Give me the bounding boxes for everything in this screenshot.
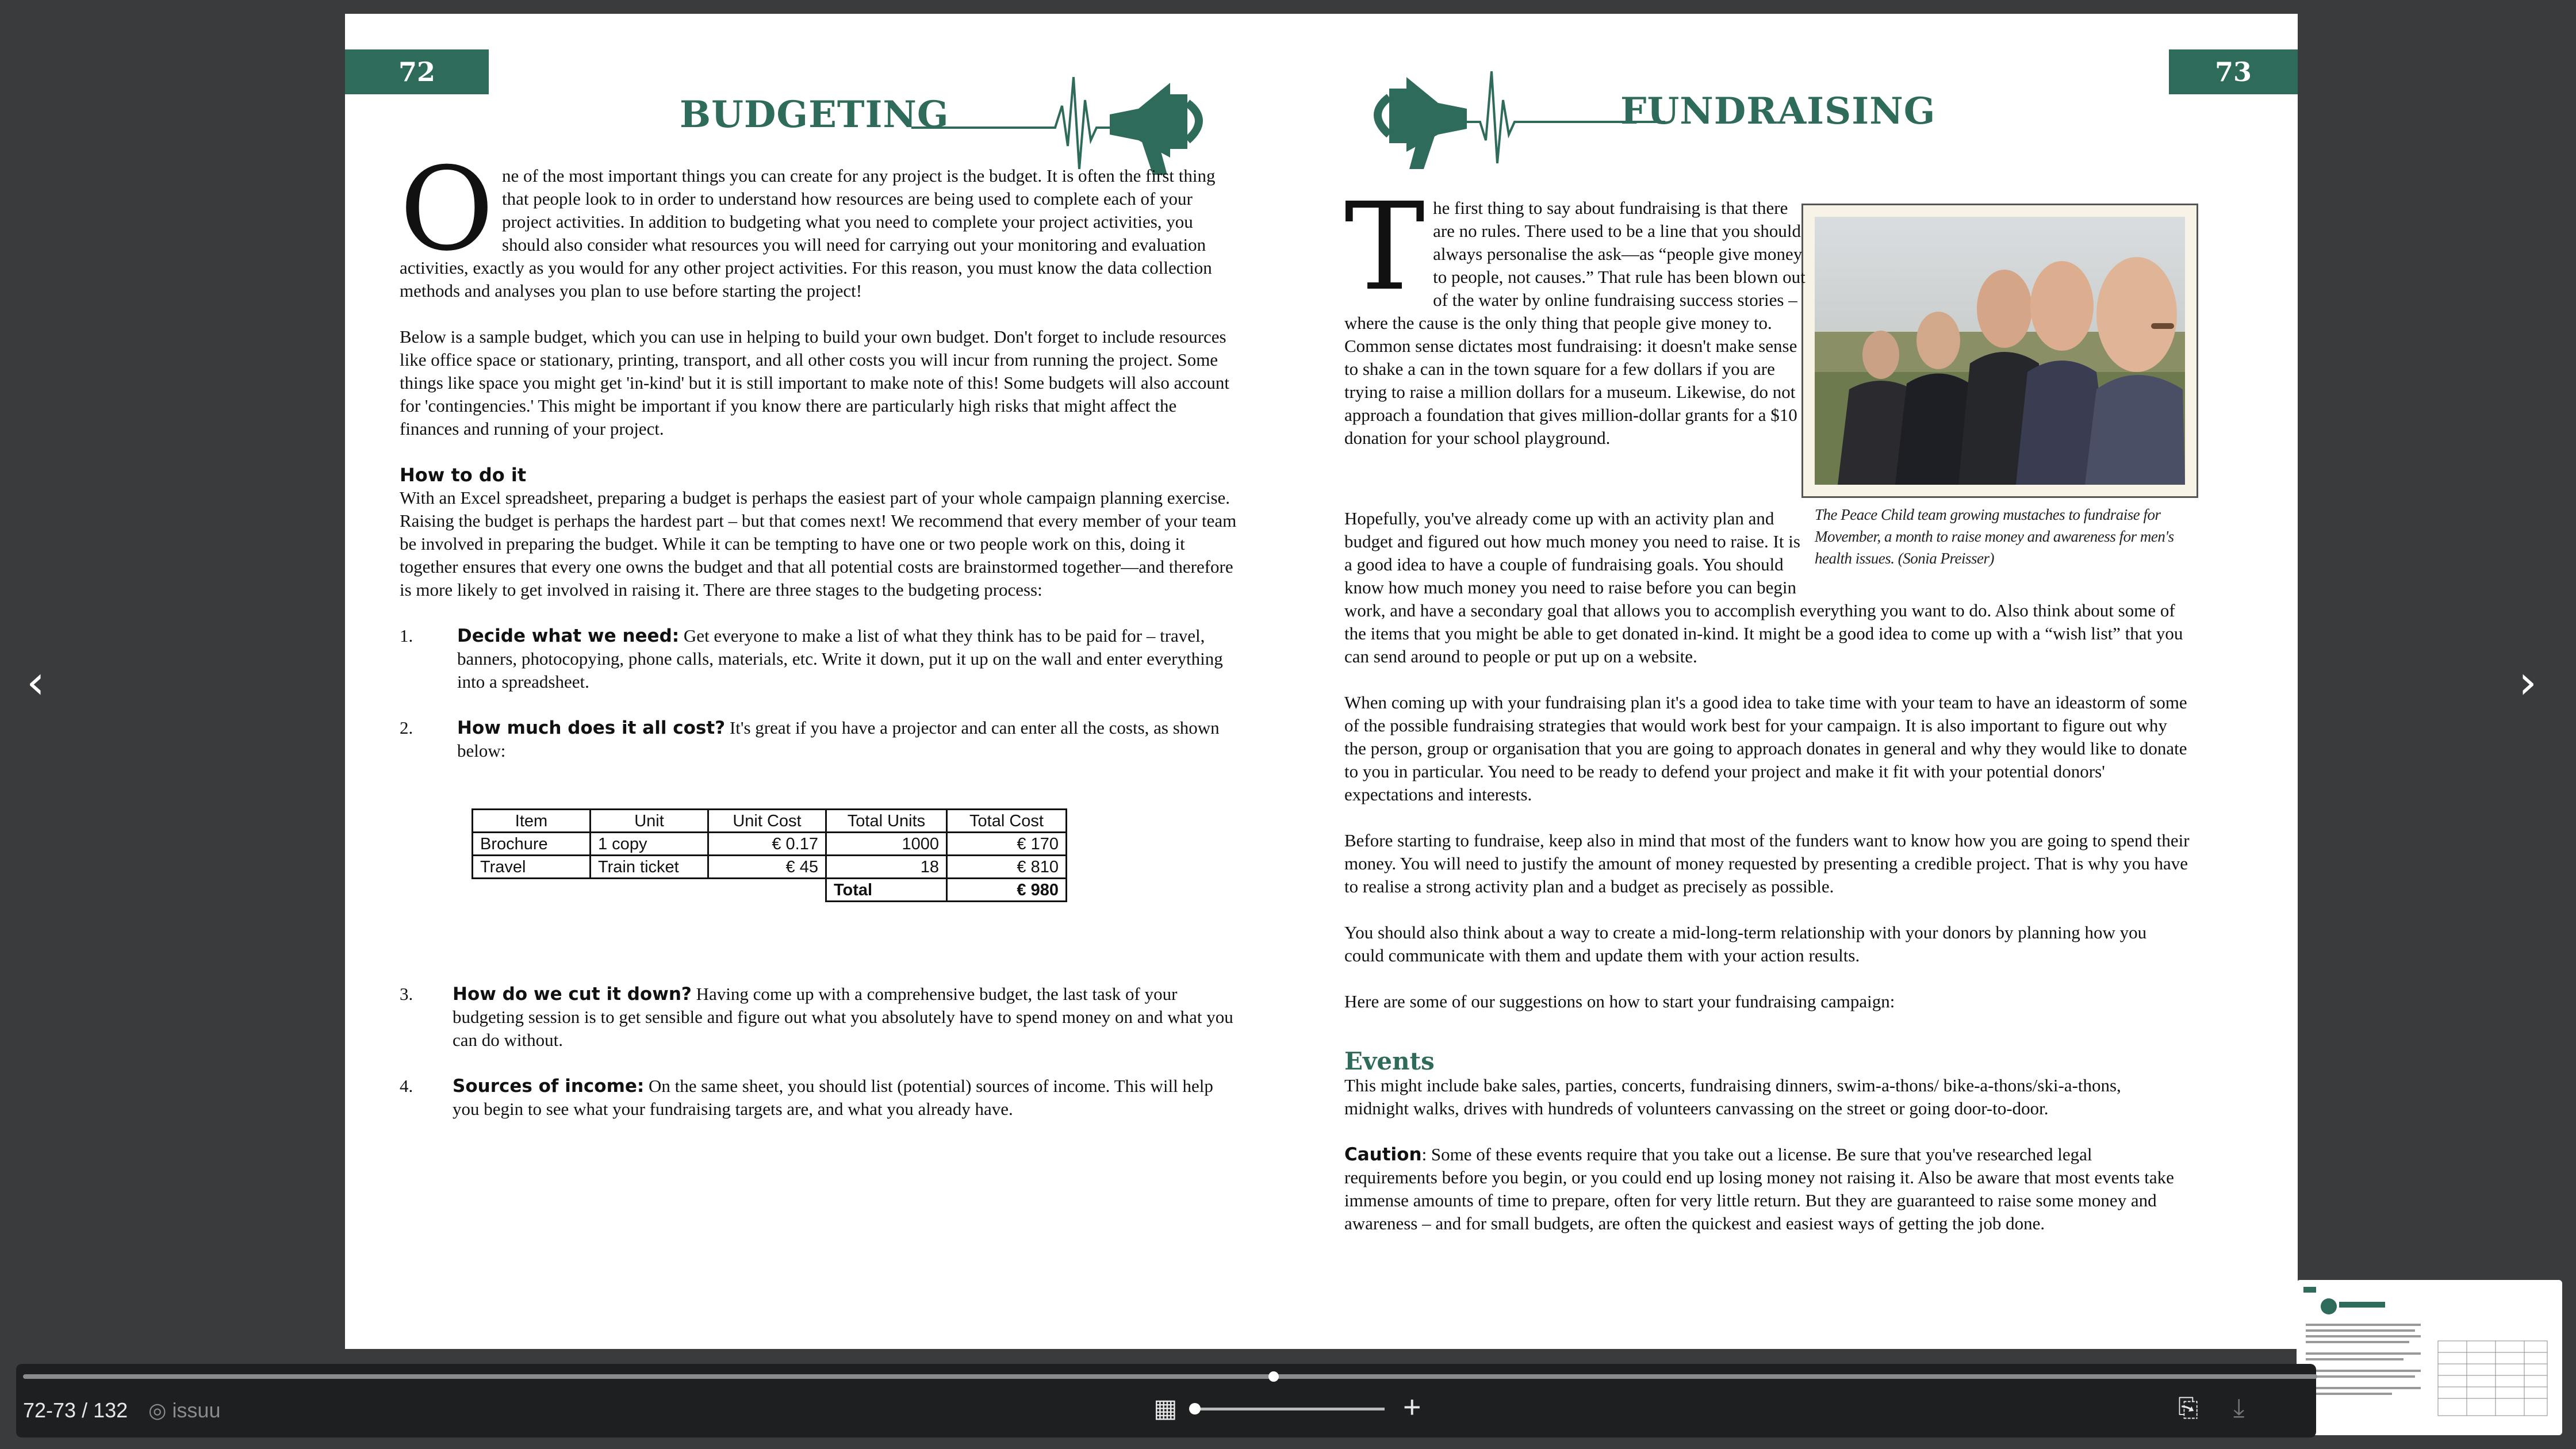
reader-icon[interactable]: ⎘ [2178, 1394, 2199, 1422]
step-number: 4. [400, 1076, 413, 1096]
dropcap-o: O [400, 143, 494, 277]
table-cell: € 810 [947, 856, 1067, 879]
table-header: Item [473, 810, 591, 833]
table-row [473, 833, 1067, 856]
prev-page-button[interactable]: ‹ [26, 656, 45, 709]
table-header: Total Units [826, 810, 947, 833]
caution-text: Caution: Some of these events require that you take out a license. Be sure that you've researched legal requirements before you begin, or you could end up losing money not raising it. Also be aware that most events take immense amounts of time to prepare, often for very little return. But they are guaranteed to raise some money and awareness – and for small budgets, are often the quickest and easiest ways of getting the job done. [1344, 1144, 2174, 1233]
page-progress-slider[interactable] [23, 1374, 2317, 1379]
page-number-right: 73 [2169, 49, 2298, 94]
table-cell: € 45 [708, 856, 826, 879]
zoom-in-icon[interactable]: + [1403, 1390, 1421, 1424]
table-total-row [473, 879, 1067, 902]
list-item: 2. How much does it all cost? It's great if you have a projector and can enter all the costs, as shown below: [400, 718, 1220, 761]
budget-table [471, 808, 1067, 902]
dropcap-t: T [1344, 177, 1425, 317]
howto-text: With an Excel spreadsheet, preparing a budget is perhaps the easiest part of your whole campaign planning exercise. Raising the budget is perhaps the hardest part – but that comes next! We recommend that every member of your team be involved in preparing the budget. While it can be tempting to have one or two people work on this, doing it together ensures that every one owns the budget and that all potential costs are brainstormed together—and therefore is more likely to get involved in raising it. There are three stages to the budgeting process: [400, 488, 1237, 600]
events-text: This might include bake sales, parties, concerts, fundraising dinners, swim-a-thons/ bike-a-thons/ski-a-thons, midnight walks, drives with hundreds of volunteers canvassing on the street or going door-to-door. [1344, 1075, 2121, 1118]
next-page-button[interactable]: › [2518, 656, 2537, 709]
table-cell: Brochure [473, 833, 591, 856]
list-item: 3. How do we cut it down? Having come up with a comprehensive budget, the last task of your budgeting session is to get sensible and figure out what you absolutely have to spend money on and what you can do without. [400, 984, 1233, 1050]
step-number: 2. [400, 718, 413, 738]
budget-intro: One of the most important things you can create for any project is the budget. It is often the first thing that people look to in order to understand how resources are being used to complete each of your project activities. In addition to budgeting what you need to complete your project activities, you should also consider what resources you will need for carrying out your monitoring and evaluation activities, exactly as you would for any other project activities. For this reason, you must know the data collection methods and analyses you plan to use before starting the project! [400, 143, 1216, 301]
issuu-logo-icon: ◎ [148, 1398, 167, 1422]
fundraising-para-5: You should also think about a way to create a mid-long-term relationship with your donors by planning how you could communicate with them and update them with your action results. [1344, 922, 2147, 965]
table-cell: € 0.17 [708, 833, 826, 856]
table-header: Unit Cost [708, 810, 826, 833]
download-icon[interactable]: ⤓ [2233, 1394, 2245, 1422]
table-cell: Travel [473, 856, 591, 879]
zoom-handle[interactable] [1189, 1403, 1201, 1414]
viewer-toolbar [16, 1364, 2316, 1438]
table-cell: 18 [826, 856, 947, 879]
step-title: How much does it all cost? [457, 718, 726, 738]
page-indicator: 72-73 / 132 [23, 1398, 128, 1422]
table-row [473, 856, 1067, 879]
howto-heading: How to do it [400, 464, 527, 486]
table-cell: Train ticket [591, 856, 708, 879]
table-cell: 1 copy [591, 833, 708, 856]
page-thumbnail-preview[interactable] [2297, 1280, 2562, 1435]
budget-para-2: Below is a sample budget, which you can use in helping to build your own budget. Don't forget to include resources like office space or stationary, printing, transport, and all other costs you will incur from running the project. Some things like space you might get 'in-kind' but it is still important to make note of this! Some budgets will also account for 'contingencies.' This might be important if you know there are particularly high risks that might affect the finances and running of your project. [400, 327, 1230, 439]
left-page [345, 14, 1321, 1349]
megaphone-icon [1355, 54, 1665, 186]
fundraising-intro: The first thing to say about fundraising is that there are no rules. There used to be a line that you should always personalise the ask—as “people give money to people, not causes.” That rule has been blown out of the water by online fundraising success stories – where the cause is the only thing that people give money to. Common sense dictates most fundraising: it doesn't make sense to shake a can in the town square for a few dollars if you are trying to raise a million dollars for a museum. Likewise, do not approach a foundation that gives million-dollar grants for a $10 donation for your school playground. [1344, 177, 1805, 448]
caution-label: Caution [1344, 1144, 1422, 1165]
right-page [1321, 14, 2298, 1349]
progress-handle[interactable] [1268, 1371, 1279, 1382]
fundraising-para-6: Here are some of our suggestions on how to start your fundraising campaign: [1344, 991, 1895, 1011]
list-item: 1. Decide what we need: Get everyone to make a list of what they think has to be paid for – travel, banners, photocopying, phone calls, materials, etc. Write it down, put it up on the wall and enter everything into a spreadsheet. [400, 626, 1223, 692]
page-number-left: 72 [345, 49, 489, 94]
list-item: 4. Sources of income: On the same sheet, you should list (potential) sources of income. This will help you begin to see what your fundraising targets are, and what you already have. [400, 1076, 1213, 1119]
total-value: € 980 [947, 879, 1067, 902]
photo-frame [1801, 204, 2198, 498]
photo-caption: The Peace Child team growing mustaches to fundraise for Movember, a month to raise money and awareness for men's health issues. (Sonia Preisser) [1815, 506, 2174, 567]
table-header: Total Cost [947, 810, 1067, 833]
zoom-slider[interactable] [1195, 1408, 1385, 1410]
fundraising-para-2: Hopefully, you've already come up with an activity plan and budget and figured out how much money you need to raise. It is a good idea to have a couple of fundraising goals. You should know how much money you need to raise before you can begin work, and have a secondary goal that allows you to accomplish everything you want to do. Also think about some of the items that you might be able to get donated in-kind. It might be a good idea to come up with a “wish list” that you can send around to people or put up on a website. [1344, 508, 2183, 666]
grid-icon[interactable]: ▦ [1153, 1394, 1178, 1423]
budgeting-title: BUDGETING [680, 93, 949, 136]
step-number: 1. [400, 626, 413, 646]
step-title: How do we cut it down? [453, 984, 692, 1005]
team-mustache-photo [1815, 217, 2185, 485]
events-heading: Events [1344, 1047, 1435, 1075]
table-cell: € 170 [947, 833, 1067, 856]
table-header: Unit [591, 810, 708, 833]
fundraising-title: FUNDRAISING [1620, 90, 1936, 133]
issuu-logo[interactable]: ◎ issuu [148, 1398, 221, 1422]
thumbnail-image [2300, 1283, 2559, 1432]
table-cell: 1000 [826, 833, 947, 856]
fundraising-para-3: When coming up with your fundraising plan it's a good idea to take time with your team to have an ideastorm of some of the possible fundraising strategies that would work best for your campaign. It is also important to figure out why the person, group or organisation that you are going to approach donates in general and why they would like to donate to you in particular. You need to be ready to defend your project and make it fit with your potential donors' expectations and interests. [1344, 692, 2187, 804]
step-title: Sources of income: [453, 1076, 645, 1097]
step-number: 3. [400, 984, 413, 1004]
fundraising-para-4: Before starting to fundraise, keep also in mind that most of the funders want to know how you are going to spend their money. You will need to justify the amount of money requested by presenting a credible project. That is why you have to realise a strong activity plan and a budget as precisely as possible. [1344, 830, 2190, 896]
step-title: Decide what we need: [457, 626, 680, 646]
total-label: Total [826, 879, 947, 902]
table-header-row [473, 810, 1067, 833]
